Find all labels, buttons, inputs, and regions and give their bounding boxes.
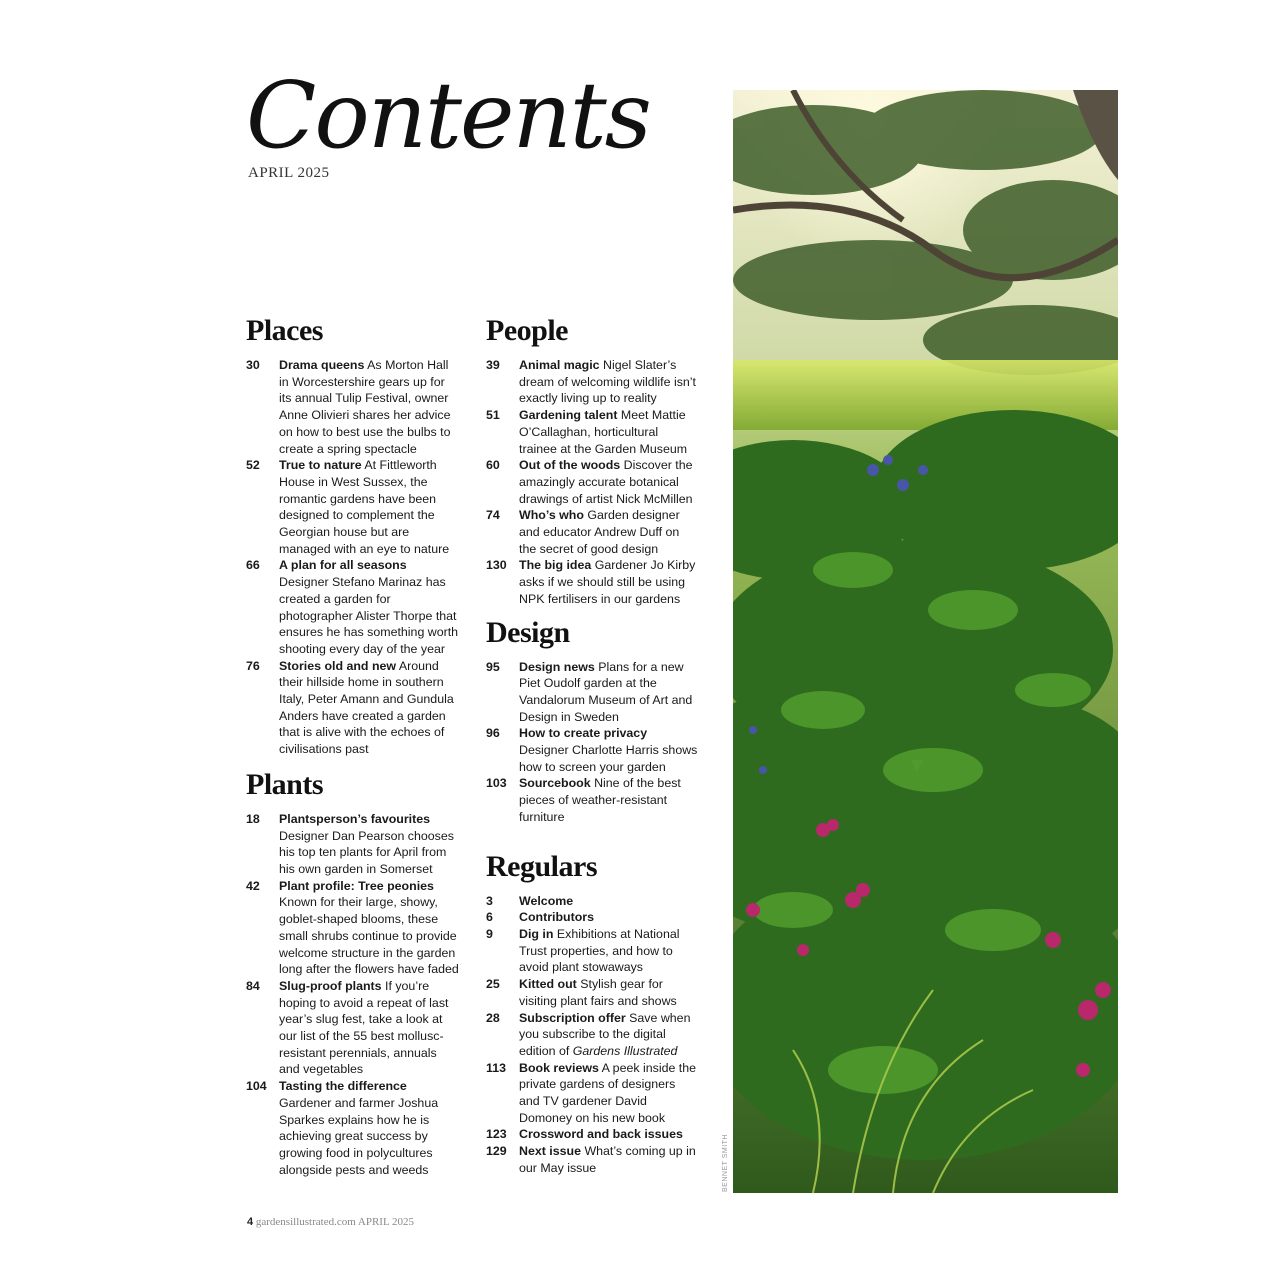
section-plants <box>246 767 461 1178</box>
entry-text <box>519 775 699 825</box>
contents-entry <box>486 725 701 775</box>
entry-text <box>519 893 699 910</box>
entry-title: Slug-proof plants <box>279 978 382 993</box>
entry-text <box>519 1143 699 1176</box>
entry-text <box>279 357 459 457</box>
contents-entry <box>486 1060 701 1127</box>
entry-title: Subscription offer <box>519 1010 626 1025</box>
entry-title: The big idea <box>519 558 592 573</box>
entry-text <box>519 557 699 607</box>
section-heading-people: People <box>486 314 568 347</box>
entry-text <box>519 976 699 1009</box>
entry-text <box>519 1010 699 1060</box>
entry-page-number: 28 <box>486 1010 500 1025</box>
entry-page-number: 9 <box>486 926 493 941</box>
contents-entry <box>246 557 461 657</box>
entry-text <box>519 659 699 726</box>
entry-title: Kitted out <box>519 977 577 992</box>
contents-entry <box>486 557 701 607</box>
contents-entry <box>246 811 461 878</box>
contents-entry <box>486 407 701 457</box>
entry-description: Save when you subscribe to the digital edition of <box>519 1010 691 1058</box>
entry-description: Garden designer and educator Andrew Duff on the secret of good design <box>519 508 680 556</box>
entry-text <box>519 725 699 775</box>
entry-description: Plans for a new Piet Oudolf garden at the Vandalorum Museum of Art and Design in Sweden <box>519 659 693 724</box>
entry-page-number: 74 <box>486 508 500 523</box>
contents-entry <box>246 457 461 557</box>
entry-page-number: 25 <box>486 977 500 992</box>
contents-entry <box>486 976 701 1009</box>
entry-text <box>519 926 699 976</box>
entry-title: Out of the woods <box>519 458 621 473</box>
entry-title: A plan for all seasons <box>279 558 407 573</box>
entry-title: Plantsperson’s favourites <box>279 811 431 826</box>
entry-title: Tasting the difference <box>279 1079 407 1094</box>
entry-description: Gardener and farmer Joshua Sparkes explains how he is achieving great success by growing food in polycultures alongside pests and weeds <box>279 1095 439 1177</box>
entry-text <box>519 357 699 407</box>
entry-description: If you’re hoping to avoid a repeat of last year’s slug fest, take a look at our list of the 55 best mollusc-resistant perennials, annuals and vegetables <box>279 978 449 1077</box>
section-people <box>486 316 701 608</box>
entry-title: Plant profile: Tree peonies <box>279 878 434 893</box>
entry-text <box>279 658 459 758</box>
contents-entry <box>486 1126 701 1143</box>
entry-title: Welcome <box>519 893 574 908</box>
entry-title: Stories old and new <box>279 658 397 673</box>
entry-page-number: 18 <box>246 811 260 826</box>
entry-title: Next issue <box>519 1144 581 1159</box>
entry-description: Discover the amazingly accurate botanical drawings of artist Nick McMillen <box>519 458 693 506</box>
contents-entry <box>486 659 701 726</box>
entry-text <box>519 457 699 507</box>
entry-page-number: 96 <box>486 726 500 741</box>
entry-title: How to create privacy <box>519 726 648 741</box>
entry-page-number: 104 <box>246 1079 267 1094</box>
entry-page-number: 95 <box>486 659 500 674</box>
entry-text <box>519 909 699 926</box>
entry-title: Dig in <box>519 926 554 941</box>
contents-entry <box>486 926 701 976</box>
contents-entry <box>486 357 701 407</box>
contents-entry <box>486 893 701 910</box>
entry-text <box>279 457 459 557</box>
entry-title: Contributors <box>519 910 595 925</box>
entry-page-number: 103 <box>486 776 507 791</box>
entry-title: True to nature <box>279 458 362 473</box>
section-places <box>246 316 461 758</box>
entry-title: Sourcebook <box>519 776 591 791</box>
contents-entry <box>486 1010 701 1060</box>
entry-page-number: 60 <box>486 458 500 473</box>
entry-title: Crossword and back issues <box>519 1127 683 1142</box>
entry-text <box>519 1126 699 1143</box>
entry-text <box>279 811 459 878</box>
entry-page-number: 51 <box>486 408 500 423</box>
entry-text <box>519 1060 699 1127</box>
entry-description: Gardener Jo Kirby asks if we should still be using NPK fertilisers in our gardens <box>519 558 696 606</box>
entry-page-number: 66 <box>246 558 260 573</box>
entry-description: At Fittleworth House in West Sussex, the romantic gardens have been designed to complement the Georgian house but are managed with an eye to nature <box>279 458 450 556</box>
entry-description: A peek inside the private gardens of designers and TV gardener David Domoney on his new book <box>519 1060 697 1125</box>
entry-description: Designer Stefano Marinaz has created a garden for photographer Alister Thorpe that ensures he has something worth shooting every day of the year <box>279 575 459 656</box>
entry-text <box>279 1078 459 1178</box>
entry-description: Around their hillside home in southern Italy, Peter Amann and Gundula Anders have created a garden that is alive with the echoes of civilisations past <box>279 658 454 757</box>
entry-page-number: 130 <box>486 558 507 573</box>
contents-entry <box>486 457 701 507</box>
section-regulars <box>486 849 701 1177</box>
entry-description: Meet Mattie O’Callaghan, horticultural trainee at the Garden Museum <box>519 408 688 456</box>
contents-entry <box>486 775 701 825</box>
entry-description: Designer Charlotte Harris shows how to screen your garden <box>519 743 698 774</box>
contents-entry <box>246 1078 461 1178</box>
entry-title: Design news <box>519 659 595 674</box>
page-footer <box>247 1216 414 1228</box>
entry-title: Drama queens <box>279 358 365 372</box>
entry-page-number: 39 <box>486 358 500 372</box>
entry-title: Who’s who <box>519 508 584 523</box>
entry-text <box>279 878 459 978</box>
section-heading-design: Design <box>486 615 570 649</box>
entry-page-number: 129 <box>486 1144 507 1159</box>
photo-credit: BENNET SMITH <box>722 1134 729 1192</box>
left-column <box>246 316 461 1188</box>
entry-description: Nigel Slater’s dream of welcoming wildlife isn’t exactly living up to reality <box>519 358 696 406</box>
contents-entry <box>486 909 701 926</box>
entry-text <box>279 978 459 1078</box>
entry-description: Nine of the best pieces of weather-resistant furniture <box>519 776 681 824</box>
entry-title: Animal magic <box>519 358 600 372</box>
entry-description: Designer Dan Pearson chooses his top ten plants for April from his own garden in Somerset <box>279 828 454 876</box>
contents-entry <box>246 357 461 457</box>
entry-description: What’s coming up in our May issue <box>519 1144 696 1175</box>
entry-text <box>519 407 699 457</box>
entry-description: Known for their large, showy, goblet-shaped blooms, these small shrubs continue to provide welcome structure in the garden long after the flowers have faded <box>279 895 459 977</box>
entry-title: Book reviews <box>519 1060 599 1075</box>
entry-page-number: 42 <box>246 878 260 893</box>
entry-page-number: 3 <box>486 893 493 908</box>
entry-text <box>279 557 459 657</box>
contents-entry <box>246 978 461 1078</box>
contents-entry <box>486 1143 701 1176</box>
entry-description: Exhibitions at National Trust properties, and how to avoid plant stowaways <box>519 926 680 975</box>
middle-column <box>486 316 701 1187</box>
entry-page-number: 113 <box>486 1060 506 1075</box>
footer-text: gardensillustrated.com APRIL 2025 <box>255 1216 415 1228</box>
garden-photo <box>733 90 1118 1193</box>
contents-entry <box>246 658 461 758</box>
entry-page-number: 6 <box>486 910 493 925</box>
entry-page-number: 84 <box>246 978 260 993</box>
entry-page-number: 52 <box>246 458 260 473</box>
entry-description: Stylish gear for visiting plant fairs and shows <box>519 977 677 1008</box>
section-design <box>486 615 701 826</box>
page-number: 4 <box>247 1216 254 1228</box>
contents-entry <box>486 507 701 557</box>
section-heading-plants: Plants <box>246 767 324 801</box>
contents-entry <box>246 878 461 978</box>
entry-page-number: 30 <box>246 358 260 372</box>
entry-text <box>519 507 699 557</box>
page-title: Contents <box>246 62 650 169</box>
entry-description: As Morton Hall in Worcestershire gears up for its annual Tulip Festival, owner Anne Olivieri shares her advice on how to best use the bulbs to create a spring spectacle <box>279 358 451 456</box>
entry-title: Gardening talent <box>519 408 618 423</box>
section-heading-places: Places <box>246 314 323 347</box>
entry-page-number: 123 <box>486 1127 507 1142</box>
entry-page-number: 76 <box>246 658 260 673</box>
entry-description-italic: Gardens Illustrated <box>572 1043 678 1058</box>
issue-date: APRIL 2025 <box>248 165 330 181</box>
section-heading-regulars: Regulars <box>486 849 597 883</box>
